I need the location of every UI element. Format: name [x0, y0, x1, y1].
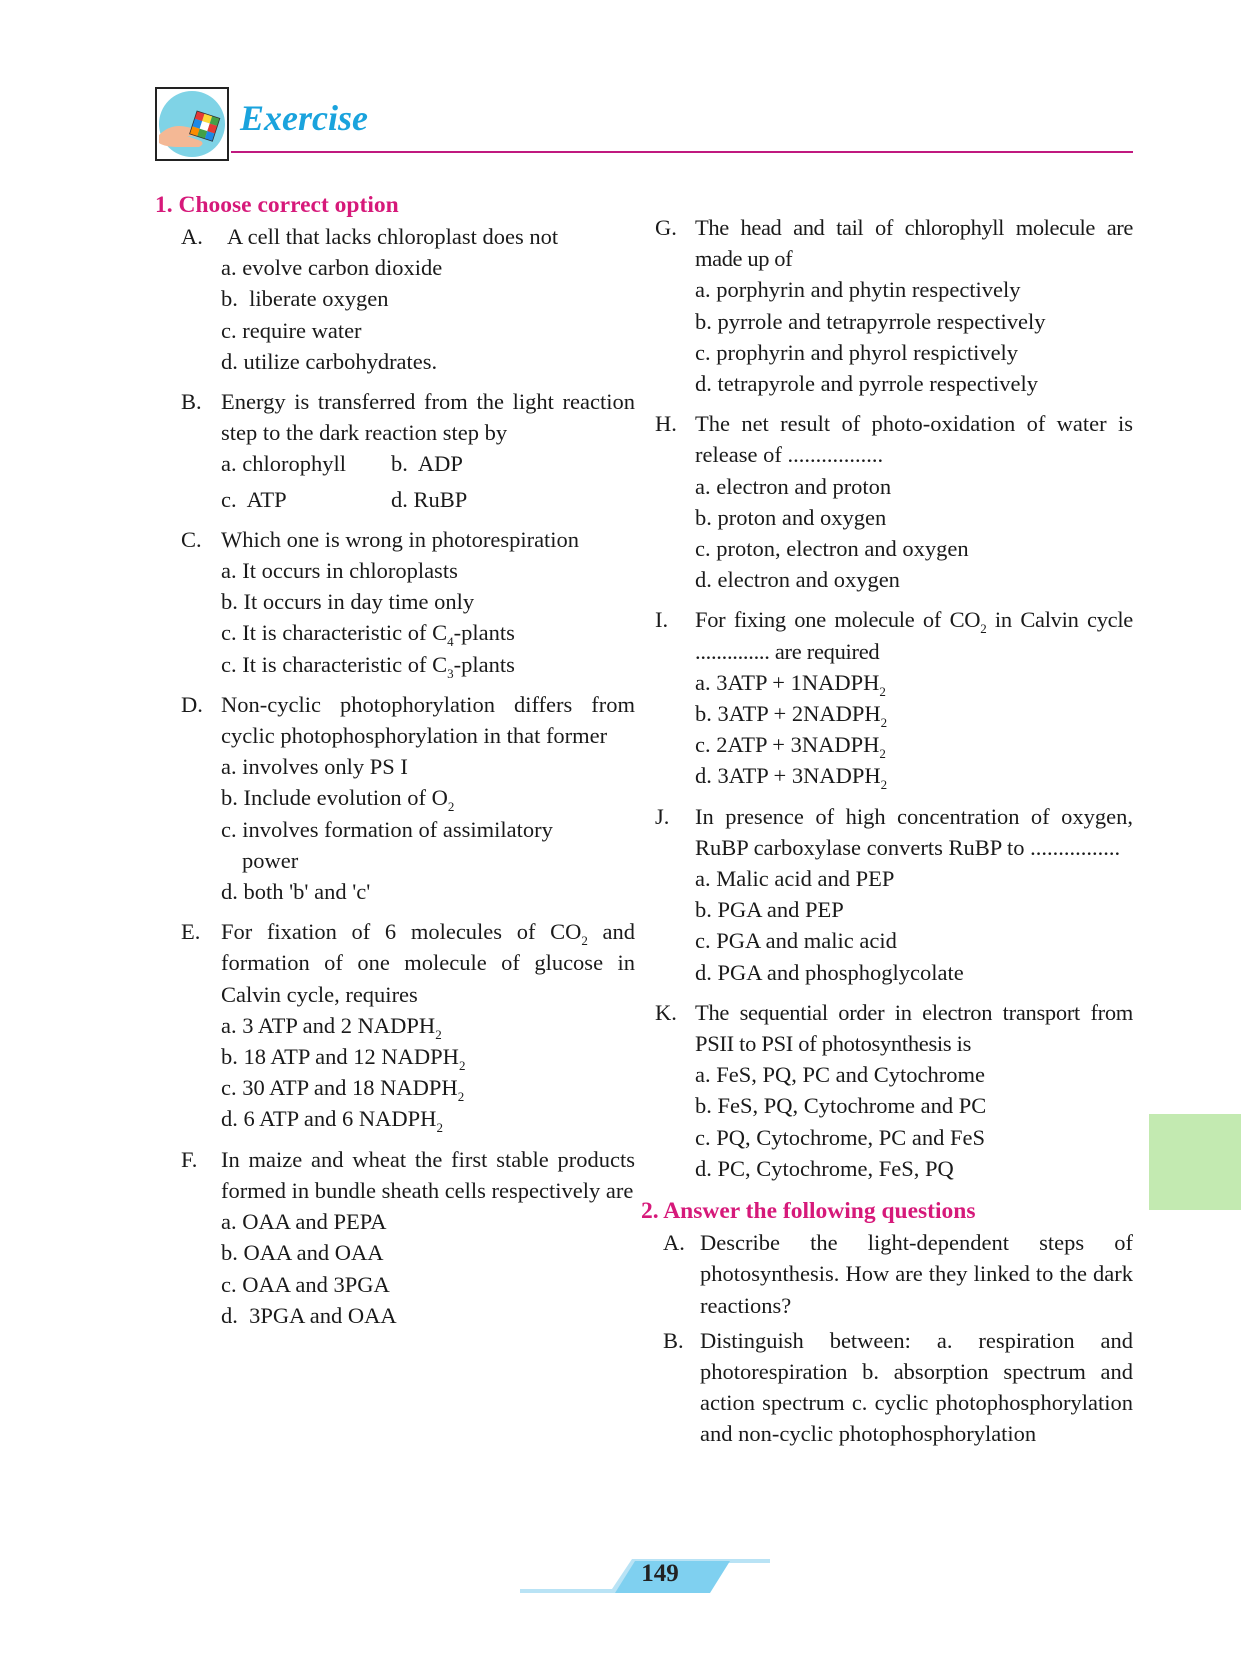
question-text: Which one is wrong in photorespiration: [221, 526, 580, 552]
option-d: d. tetrapyrole and pyrrole respectively: [695, 371, 1038, 397]
option-d: d. PGA and phosphoglycolate: [695, 959, 964, 985]
option-a: a. porphyrin and phytin respectively: [695, 277, 1021, 303]
question-h: [655, 408, 1133, 595]
option-d: d. electron and oxygen: [695, 567, 900, 593]
header-divider: [231, 151, 1133, 153]
question-text: A cell that lacks chloroplast does not: [227, 224, 559, 249]
option-a: a. It occurs in chloroplasts: [221, 558, 458, 584]
option-a: a. $3ATP + 1NADPH_2$: [695, 669, 886, 699]
option-c: c. prophyrin and phyrol respictively: [695, 339, 1019, 365]
option-b: b. 18 ATP and 12 $NADPH_2$: [221, 1044, 466, 1073]
question-text: The net result of photo-oxidation of water is release of .................: [695, 411, 1133, 468]
option-row: [221, 448, 635, 479]
question-label: B.: [663, 1327, 684, 1353]
option-c-alt: c. It is characteristic of $C_3$-plants: [221, 651, 515, 681]
option-c: c. PQ, Cytochrome, PC and FeS: [695, 1124, 986, 1150]
option-c: c. proton, electron and oxygen: [695, 536, 969, 562]
option-row: [221, 484, 635, 515]
question-text: Describe the light-dependent steps of photosynthesis. How are they linked to the dark reactions?: [700, 1230, 1133, 1318]
question-j: [655, 801, 1133, 988]
option-b: b. proton and oxygen: [695, 504, 887, 530]
option-b: b. pyrrole and tetrapyrrole respectively: [695, 308, 1046, 334]
option-c: c. involves formation of assimilatory: [221, 816, 553, 842]
question-label: C.: [181, 526, 202, 552]
page-title: Exercise: [240, 98, 368, 138]
hand-holding-puzzle-cube-icon: [155, 87, 229, 161]
option-b: b. $3ATP + 2NADPH_2$: [695, 701, 888, 730]
option-a: a. involves only PS I: [221, 754, 408, 780]
question-e: [155, 916, 635, 1134]
section-2-title: 2. Answer the following questions: [641, 1198, 976, 1225]
option-d: d. both 'b' and 'c': [221, 879, 371, 905]
left-column: [155, 190, 635, 1331]
option-d: d. utilize carbohydrates.: [221, 348, 438, 374]
question-label: H.: [655, 411, 677, 437]
question-list: [641, 1227, 1133, 1449]
question-text: The head and tail of chlorophyll molecule are made up of: [695, 215, 1133, 272]
question-text: In presence of high concentration of oxygen, RuBP carboxylase converts RuBP to ................: [695, 803, 1133, 860]
question-label: A.: [181, 224, 203, 249]
option-d: d. PC, Cytochrome, FeS, PQ: [695, 1155, 954, 1181]
question-c: [155, 524, 635, 680]
question-2a: [641, 1227, 1133, 1321]
option-a: a. evolve carbon dioxide: [221, 255, 443, 281]
question-label: F.: [181, 1146, 198, 1172]
option-b: b. Include evolution of $O_2$: [221, 785, 455, 815]
question-text: For fixation of 6 molecules of $CO_2$ and formation of one molecule of glucose in Calvin cycle, requires: [221, 919, 635, 1007]
question-2b: [641, 1325, 1133, 1450]
question-label: E.: [181, 919, 201, 945]
question-text: Non-cyclic photophorylation differs from cyclic photophosphorylation in that former: [221, 691, 635, 749]
option-b: b. liberate oxygen: [221, 286, 389, 312]
question-label: A.: [663, 1230, 685, 1256]
question-a: [155, 221, 635, 377]
question-label: J.: [655, 803, 670, 829]
question-i: [655, 604, 1133, 791]
option-c-continuation: power: [242, 847, 299, 873]
option-c: c. require water: [221, 317, 362, 343]
option-c: c. ATP: [221, 486, 287, 512]
question-text: Energy is transferred from the light reaction step to the dark reaction step by: [221, 389, 635, 446]
question-list: [155, 221, 635, 1331]
option-a: a. chlorophyll: [221, 451, 346, 477]
option-b: b. It occurs in day time only: [221, 589, 475, 615]
question-text: The sequential order in electron transport from PSII to PSI of photosynthesis is: [695, 999, 1133, 1057]
chapter-side-tab: [1149, 1114, 1241, 1210]
right-column: [641, 212, 1133, 1450]
question-f: [155, 1144, 635, 1331]
page-number-badge: [520, 1555, 770, 1595]
option-a: a. OAA and PEPA: [221, 1209, 387, 1235]
question-text: In maize and wheat the first stable products formed in bundle sheath cells respectively are: [221, 1146, 635, 1203]
question-text: Distinguish between: a. respiration and photorespiration b. absorption spectrum and action spectrum c. cyclic photophosphorylation and non-cyclic photophosphorylation: [700, 1327, 1133, 1447]
question-label: B.: [181, 389, 202, 415]
question-label: I.: [655, 607, 669, 633]
option-c: c. $2ATP + 3NADPH_2$: [695, 732, 886, 762]
option-d: d. 6 ATP and 6 $NADPH_2$: [221, 1106, 443, 1136]
option-c: c. OAA and 3PGA: [221, 1271, 390, 1297]
question-b: [155, 386, 635, 515]
option-b: b. OAA and OAA: [221, 1240, 384, 1266]
question-label: K.: [655, 999, 677, 1025]
question-list: [655, 212, 1133, 1184]
option-b: b. PGA and PEP: [695, 897, 844, 923]
option-a: a. Malic acid and PEP: [695, 866, 895, 892]
section-1-title: 1. Choose correct option: [155, 192, 399, 218]
question-label: G.: [655, 215, 677, 240]
option-d: d. 3PGA and OAA: [221, 1302, 397, 1328]
option-a: a. 3 ATP and 2 $NADPH_2$: [221, 1012, 442, 1042]
question-k: [655, 997, 1133, 1184]
question-text: For fixing one molecule of $CO_2$ in Calvin cycle .............. are required: [695, 607, 1133, 664]
question-label: D.: [181, 691, 203, 717]
option-a: a. FeS, PQ, PC and Cytochrome: [695, 1062, 986, 1088]
question-g: [655, 212, 1133, 399]
section-2: [641, 1196, 1133, 1449]
question-d: [155, 689, 635, 907]
option-b: b. ADP: [391, 451, 463, 477]
option-d: d. $3ATP + 3NADPH_2$: [695, 763, 888, 793]
option-c: c. PGA and malic acid: [695, 928, 897, 954]
option-d: d. RuBP: [391, 486, 468, 512]
option-c: c. It is characteristic of $C_4$-plants: [221, 620, 515, 650]
option-c: c. 30 ATP and 18 $NADPH_2$: [221, 1075, 465, 1105]
option-a: a. electron and proton: [695, 473, 892, 499]
page-number: 149: [641, 1560, 679, 1587]
option-b: b. FeS, PQ, Cytochrome and PC: [695, 1093, 987, 1119]
